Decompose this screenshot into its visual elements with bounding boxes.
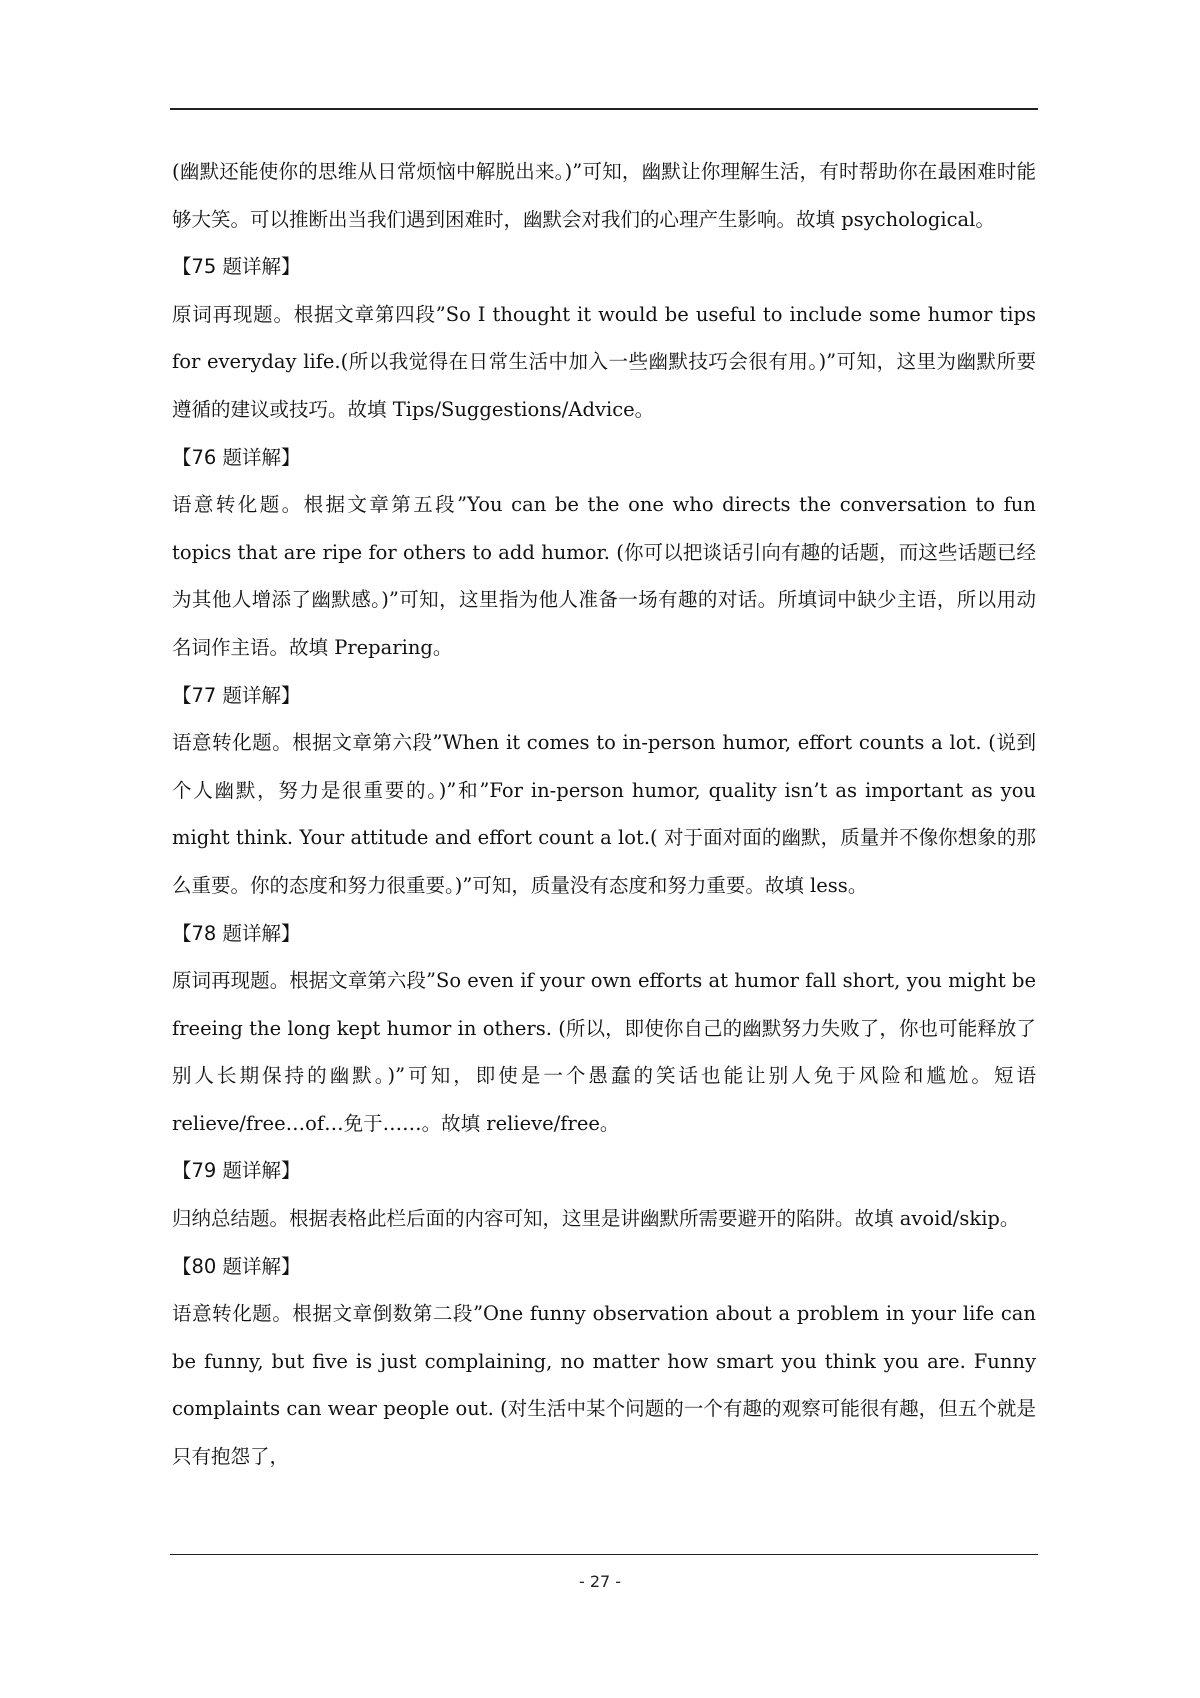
question-79-explanation: 归纳总结题。根据表格此栏后面的内容可知，这里是讲幽默所需要避开的陷阱。故填 avoid/skip。 — [172, 1207, 1020, 1231]
header-rule — [170, 108, 1038, 110]
footer-rule — [170, 1554, 1038, 1555]
question-75-explanation: 原词再现题。根据文章第四段”So I thought it would be useful to include some humor tips for everyday life.(所以我觉得在日常生活中加入一些幽默技巧会很有用。)”可知，这里为幽默所要遵循的建议或技巧。故填 Tips/Suggestions/Advice。 — [172, 302, 1036, 421]
page-content — [172, 148, 1036, 1481]
question-76-heading: 【76 题详解】 — [172, 445, 301, 469]
question-80-explanation: 语意转化题。根据文章倒数第二段”One funny observation about a problem in your life can be funny, but five is just complaining, no matter how smart you think you are. Funny complaints can wear people out. (对生活中某个问题的一个有趣的观察可能很有趣，但五个就是只有抱怨了， — [172, 1302, 1036, 1469]
question-80-heading: 【80 题详解】 — [172, 1254, 301, 1278]
page-number: - 27 - — [578, 1572, 622, 1591]
question-76-explanation: 语意转化题。根据文章第五段”You can be the one who directs the conversation to fun topics that are ripe for others to add humor. (你可以把谈话引向有趣的话题，而这些话题已经为其他人增添了幽默感。)”可知，这里指为他人准备一场有趣的对话。所填词中缺少主语，所以用动名词作主语。故填 Preparing。 — [172, 493, 1036, 659]
question-79-heading: 【79 题详解】 — [172, 1159, 301, 1183]
question-77-heading: 【77 题详解】 — [172, 683, 301, 707]
question-75-heading: 【75 题详解】 — [172, 255, 301, 279]
question-77-explanation: 语意转化题。根据文章第六段”When it comes to in-person humor, effort counts a lot. (说到个人幽默，努力是很重要的。)”和”For in-person humor, quality isn’t as important as you might think. Your attitude and effort count a lot.( 对于面对面的幽默，质量并不像你想象的那么重要。你的态度和努力很重要。)”可知，质量没有态度和努力重要。故填 less。 — [172, 731, 1036, 897]
answer-explanation-74-continued: (幽默还能使你的思维从日常烦恼中解脱出来。)”可知，幽默让你理解生活，有时帮助你在最困难时能够大笑。可以推断出当我们遇到困难时，幽默会对我们的心理产生影响。故填 psychological。 — [172, 160, 1036, 231]
question-78-explanation: 原词再现题。根据文章第六段”So even if your own efforts at humor fall short, you might be freeing the long kept humor in others. (所以，即使你自己的幽默努力失败了，你也可能释放了别人长期保持的幽默。)”可知，即使是一个愚蠢的笑话也能让别人免于风险和尴尬。短语 relieve/free…of…免于……。故填 relieve/free。 — [172, 969, 1036, 1135]
question-78-heading: 【78 题详解】 — [172, 921, 301, 945]
